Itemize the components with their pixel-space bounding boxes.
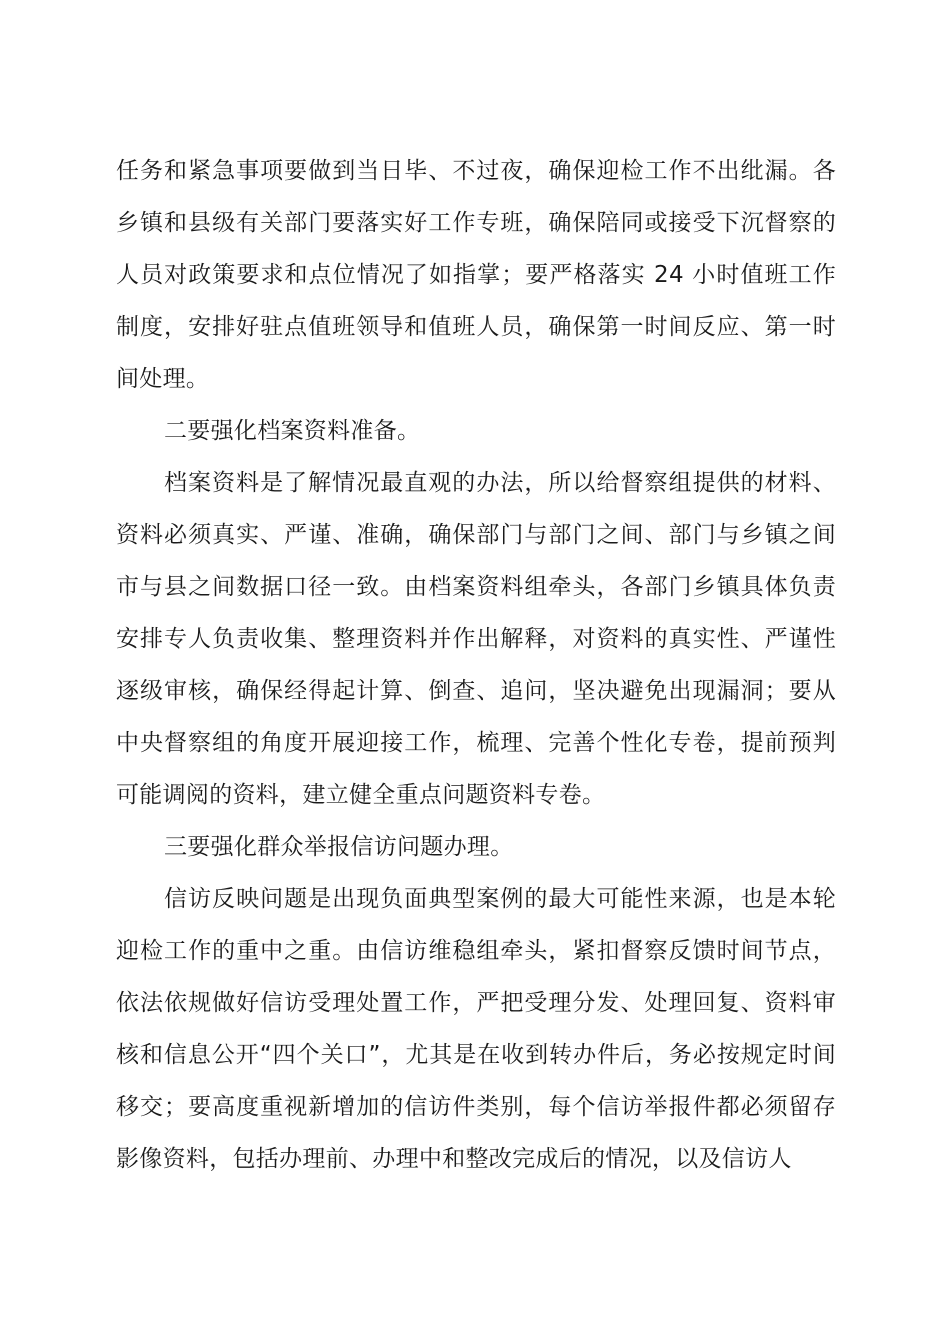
paragraph-petitions: 信访反映问题是出现负面典型案例的最大可能性来源，也是本轮迎检工作的重中之重。由信访维稳组牵头，紧扣督察反馈时间节点，依法依规做好信访受理处置工作，严把受理分发、处理回复、资料审核和信息公开“四个关口”，尤其是在收到转办件后，务必按规定时间移交；要高度重视新增加的信访件类别，每个信访举报件都必须留存影像资料，包括办理前、办理中和整改完成后的情况，以及信访人 <box>116 886 836 1172</box>
section-heading-petitions: 三要强化群众举报信访问题办理。 <box>164 834 514 860</box>
paragraph-archives: 档案资料是了解情况最直观的办法，所以给督察组提供的材料、资料必须真实、严谨、准确，确保部门与部门之间、部门与乡镇之间市与县之间数据口径一致。由档案资料组牵头，各部门乡镇具体负责安排专人负责收集、整理资料并作出解释，对资料的真实性、严谨性逐级审核，确保经得起计算、倒查、追问，坚决避免出现漏洞；要从中央督察组的角度开展迎接工作，梳理、完善个性化专卷，提前预判可能调阅的资料，建立健全重点问题资料专卷。 <box>116 470 836 808</box>
section-heading-archives: 二要强化档案资料准备。 <box>164 418 421 444</box>
paragraph-continuation: 任务和紧急事项要做到当日毕、不过夜，确保迎检工作不出纰漏。各乡镇和县级有关部门要落实好工作专班，确保陪同或接受下沉督察的人员对政策要求和点位情况了如指掌；要严格落实 24 小时值班工作制度，安排好驻点值班领导和值班人员，确保第一时间反应、第一时间处理。 <box>116 158 836 392</box>
document-body <box>116 145 836 1185</box>
